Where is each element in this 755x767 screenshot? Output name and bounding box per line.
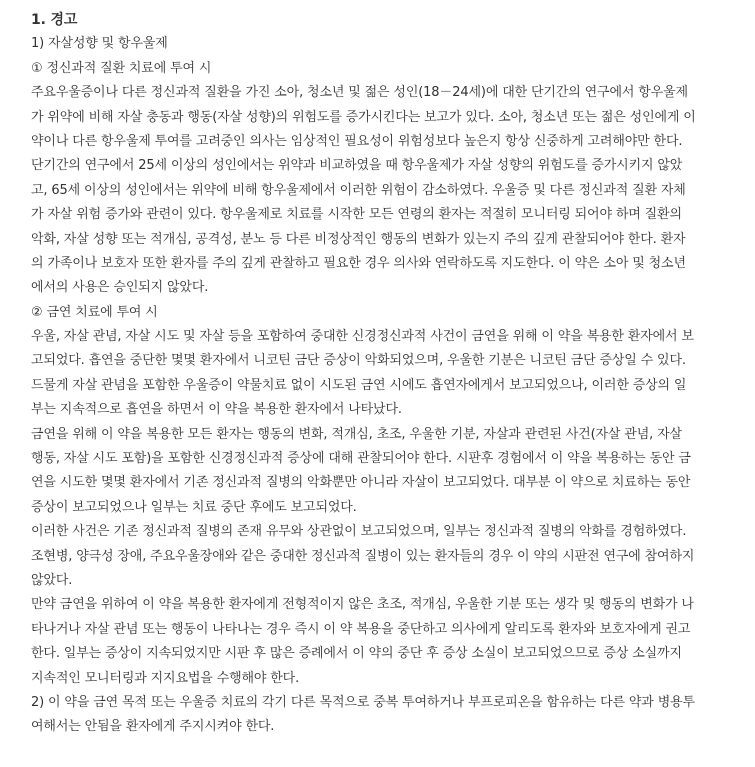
text-line: 주요우울증이나 다른 정신과적 질환을 가진 소아, 청소년 및 젊은 성인(18－24세)에 대한 단기간의 연구에서 항우울제 [31,85,688,101]
text-line: 타나거나 자살 관념 또는 행동이 나타나는 경우 즉시 이 약 복용을 중단하고 의사에게 알리도록 환자와 보호자에게 권고 [31,621,691,637]
text-line: 증상이 보고되었으나 일부는 치료 중단 후에도 보고되었다. [31,499,357,515]
text-line: 지속적인 모니터링과 지지요법을 수행해야 한다. [31,670,300,686]
text-line: 에서의 사용은 승인되지 않았다. [31,280,209,296]
text-line: 고되었다. 흡연을 중단한 몇몇 환자에서 니코틴 금단 증상이 악화되었으며, 우울한 기분은 니코틴 금단 증상일 수 있다. [31,353,686,369]
text-line: 고, 65세 이상의 성인에서는 위약에 비해 항우울제에서 이러한 위험이 감소하였다. 우울증 및 다른 정신과적 질환 자체 [31,182,686,198]
text-line: 부는 지속적으로 흡연을 하면서 이 약을 복용한 환자에서 나타났다. [31,402,402,418]
subsection-heading: 1) 자살성향 및 항우울제 [31,36,168,52]
text-line: 단기간의 연구에서 25세 이상의 성인에서는 위약과 비교하였을 때 항우울제가 자살 성향의 위험도를 증가시키지 않았 [31,158,683,174]
text-line: 한다. 일부는 증상이 지속되었지만 시판 후 많은 증례에서 이 약의 중단 후 증상 소실이 보고되었으므로 증상 소실까지 [31,646,682,662]
text-line: 연을 시도한 몇몇 환자에서 기존 정신과적 질병의 악화뿐만 아니라 자살이 보고되었다. 대부분 이 약으로 치료하는 동안 [31,475,691,491]
text-line: 가 위약에 비해 자살 충동과 행동(자살 성향)의 위험도를 증가시킨다는 보고가 있다. 소아, 청소년 또는 젊은 성인에게 이 [31,109,696,125]
text-line: 약이나 다른 항우울제 투여를 고려중인 의사는 임상적인 필요성이 위험성보다 높은지 항상 신중하게 고려해야만 한다. [31,133,683,149]
subsection-heading: 2) 이 약을 금연 목적 또는 우울증 치료의 각기 다른 목적으로 중복 투여하거나 부프로피온을 함유하는 다른 약과 병용투 [31,694,695,710]
text-line: 가 자살 위험 증가와 관련이 있다. 항우울제로 치료를 시작한 모든 연령의 환자는 적절히 모니터링 되어야 하며 질환의 [31,207,682,223]
text-line: 조현병, 양극성 장애, 주요우울장애와 같은 중대한 정신과적 질병이 있는 환자들의 경우 이 약의 시판전 연구에 참여하지 [31,548,695,564]
text-line: 여해서는 안됨을 환자에게 주지시켜야 한다. [31,719,275,735]
text-line: 악화, 자살 성향 또는 적개심, 공격성, 분노 등 다른 비정상적인 행동의 변화가 있는지 주의 깊게 관찰되어야 한다. 환자 [31,231,686,247]
text-line: 만약 금연을 위하여 이 약을 복용한 환자에게 전형적이지 않은 초조, 적개심, 우울한 기분 또는 생각 및 행동의 변화가 나 [31,597,694,613]
text-line: 우울, 자살 관념, 자살 시도 및 자살 등을 포함하여 중대한 신경정신과적 사건이 금연을 위해 이 약을 복용한 환자에서 보 [31,329,694,345]
text-line: 의 가족이나 보호자 또한 환자를 주의 깊게 관찰하고 필요한 경우 의사와 연락하도록 지도한다. 이 약은 소아 및 청소년 [31,255,686,271]
text-line: 금연을 위해 이 약을 복용한 모든 환자는 행동의 변화, 적개심, 초조, 우울한 기분, 자살과 관련된 사건(자살 관념, 자살 [31,426,682,442]
text-line: 이러한 사건은 기존 정신과적 질병의 존재 유무와 상관없이 보고되었으며, 일부는 정신과적 질병의 악화를 경험하였다. [31,524,687,540]
item-heading: ② 금연 치료에 투여 시 [31,304,158,320]
item-heading: ① 정신과적 질환 치료에 투여 시 [31,60,212,76]
text-line: 않았다. [31,572,73,588]
text-line: 행동, 자살 시도 포함)을 포함한 신경정신과적 증상에 대해 관찰되어야 한다. 시판후 경험에서 이 약을 복용하는 동안 금 [31,451,691,467]
text-line: 드물게 자살 관념을 포함한 우울증이 약물치료 없이 시도된 금연 시에도 흡연자에게서 보고되었으나, 이러한 증상의 일 [31,377,687,393]
section-heading: 1. 경고 [31,12,78,28]
